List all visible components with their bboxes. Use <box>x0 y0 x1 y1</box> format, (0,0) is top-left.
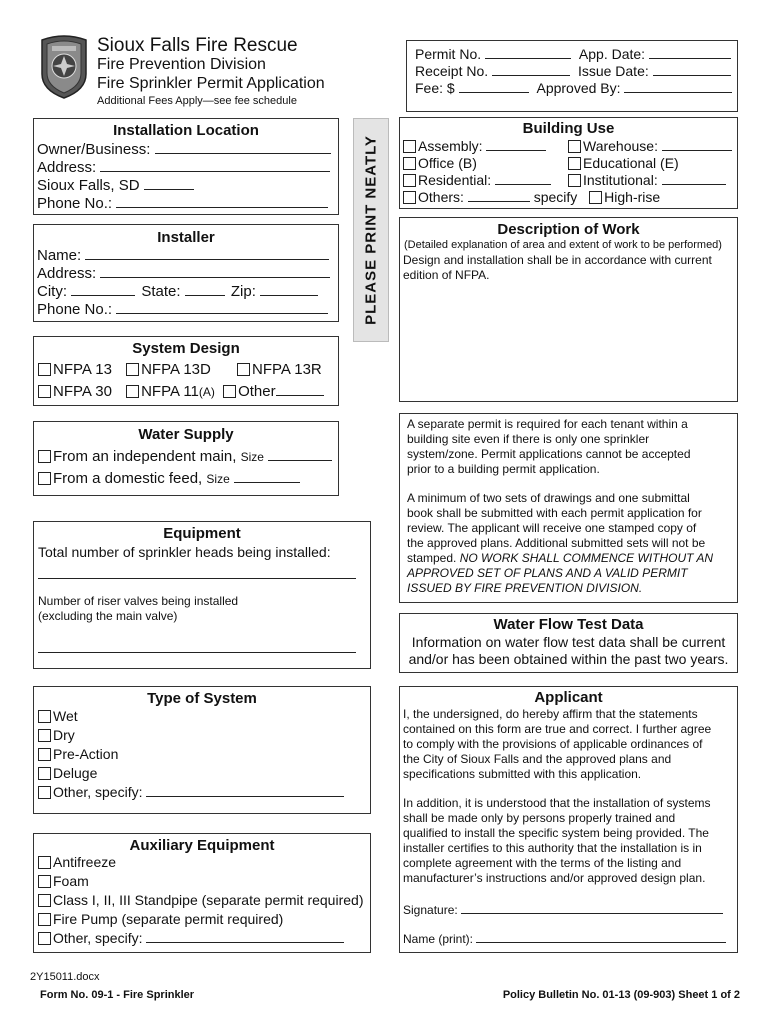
phone-field[interactable] <box>116 195 328 208</box>
installer-zip-label: Zip: <box>230 283 256 300</box>
system-design-box <box>33 336 339 406</box>
auxiliary-equipment-title: Auxiliary Equipment <box>129 837 275 854</box>
water-flow-title: Water Flow Test Data <box>493 616 644 633</box>
others-field[interactable] <box>468 189 530 202</box>
applicant-p2-line5: complete agreement with the terms of the listing and <box>403 856 682 870</box>
applicant-p2-line4: installer certifies to this authority that the installation is in <box>403 841 702 855</box>
installer-phone-label: Phone No.: <box>37 301 113 318</box>
print-neatly-text: PLEASE PRINT NEATLY <box>362 135 380 325</box>
nfpa30-checkbox[interactable] <box>38 385 51 398</box>
domestic-size-field[interactable] <box>234 470 300 483</box>
fee-label: Fee: $ <box>415 80 455 96</box>
applicant-title: Applicant <box>534 689 603 706</box>
office-label: Office (B) <box>418 155 477 171</box>
policy-bulletin: Policy Bulletin No. 01-13 (09-903) Sheet 1 of 2 <box>502 989 740 1001</box>
fire-pump-label: Fire Pump (separate permit required) <box>53 911 284 927</box>
independent-size-label: Size <box>240 450 264 464</box>
nfpa13r-label: NFPA 13R <box>252 361 322 378</box>
notice-p1-line3: system/zone. Permit applications cannot be accepted <box>407 447 691 461</box>
notice-p1-line4: prior to a building permit application. <box>407 462 600 476</box>
residential-checkbox[interactable] <box>403 174 416 187</box>
nfpa13-label: NFPA 13 <box>53 361 112 378</box>
independent-main-checkbox[interactable] <box>38 450 51 463</box>
issue-date-field[interactable] <box>653 63 731 76</box>
high-rise-checkbox[interactable] <box>589 191 602 204</box>
other-system-label: Other, specify: <box>53 784 143 800</box>
nfpa13d-label: NFPA 13D <box>141 361 211 378</box>
dry-label: Dry <box>53 727 75 743</box>
notice-p1-line1: A separate permit is required for each tenant within a <box>407 417 688 431</box>
water-flow-line-1: Information on water flow test data shall be current <box>411 634 726 650</box>
approved-by-field[interactable] <box>624 80 732 93</box>
other-aux-checkbox[interactable] <box>38 932 51 945</box>
description-note: (Detailed explanation of area and extent of work to be performed) <box>404 239 722 251</box>
notice-p2-line2: book shall be submitted with each permit application for <box>407 506 702 520</box>
name-print-label: Name (print): <box>403 932 474 946</box>
address-field[interactable] <box>100 159 330 172</box>
app-date-label: App. Date: <box>578 46 646 62</box>
form-number: Form No. 09-1 - Fire Sprinkler <box>40 989 195 1001</box>
water-flow-box <box>399 613 738 673</box>
installer-title: Installer <box>157 229 215 246</box>
building-use-title: Building Use <box>522 120 615 137</box>
city-zip-field[interactable] <box>144 177 194 190</box>
installer-phone-field[interactable] <box>116 301 328 314</box>
installation-location-box <box>33 118 339 215</box>
applicant-p2-line2: shall be made only by persons properly trained and <box>403 811 676 825</box>
installer-box <box>33 224 339 322</box>
water-supply-title: Water Supply <box>138 426 234 443</box>
issue-date-label: Issue Date: <box>577 63 649 79</box>
residential-label: Residential: <box>418 172 492 188</box>
pre-action-checkbox[interactable] <box>38 748 51 761</box>
institutional-checkbox[interactable] <box>568 174 581 187</box>
print-neatly-banner <box>353 118 389 342</box>
city-label: Sioux Falls, SD <box>37 177 140 194</box>
notice-p2-line4: the approved plans. Additional submitted sets will not be <box>407 536 706 550</box>
installer-name-field[interactable] <box>85 247 329 260</box>
warehouse-label: Warehouse: <box>583 138 658 154</box>
equipment-box <box>33 521 371 669</box>
permit-no-label: Permit No. <box>415 46 482 62</box>
fire-department-badge-icon <box>38 34 90 100</box>
institutional-label: Institutional: <box>583 172 658 188</box>
installer-address-label: Address: <box>37 265 97 282</box>
nfpa13-checkbox[interactable] <box>38 363 51 376</box>
fire-pump-checkbox[interactable] <box>38 913 51 926</box>
applicant-p1-line2: contained on this form are true and correct. I further agree <box>403 722 712 736</box>
other-system-checkbox[interactable] <box>38 786 51 799</box>
applicant-p1-line5: specifications submitted with this application. <box>403 767 642 781</box>
phone-label: Phone No.: <box>37 195 113 212</box>
educational-checkbox[interactable] <box>568 157 581 170</box>
applicant-box <box>399 686 738 953</box>
notice-p2-line1: A minimum of two sets of drawings and one submittal <box>407 491 690 505</box>
independent-main-label: From an independent main, <box>53 448 237 465</box>
notice-p1-line2: building site even if there is only one sprinkler <box>407 432 650 446</box>
heads-label: Total number of sprinkler heads being installed: <box>38 544 331 560</box>
division-name: Fire Prevention Division <box>97 56 266 73</box>
other-aux-label: Other, specify: <box>53 930 143 946</box>
applicant-p1-line1: I, the undersigned, do hereby affirm that the statements <box>403 707 698 721</box>
risers-field[interactable] <box>38 652 356 653</box>
description-title: Description of Work <box>497 221 640 238</box>
installer-zip-field[interactable] <box>260 283 318 296</box>
risers-label-1: Number of riser valves being installed <box>38 594 239 608</box>
description-textarea[interactable] <box>403 286 734 398</box>
type-of-system-title: Type of System <box>147 690 257 707</box>
fees-note: Additional Fees Apply—see fee schedule <box>97 95 297 107</box>
others-checkbox[interactable] <box>403 191 416 204</box>
notice-p2-line3: review. The applicant will receive one stamped copy of <box>407 521 697 535</box>
nfpa13r-checkbox[interactable] <box>237 363 250 376</box>
nfpa11-checkbox[interactable] <box>126 385 139 398</box>
risers-label-2: (excluding the main valve) <box>38 609 178 623</box>
office-use-box <box>406 40 738 112</box>
other-design-checkbox[interactable] <box>223 385 236 398</box>
domestic-size-label: Size <box>206 472 230 486</box>
educational-label: Educational (E) <box>583 155 679 171</box>
notice-p2-line5b: NO WORK SHALL COMMENCE WITHOUT AN <box>459 551 714 565</box>
standpipe-checkbox[interactable] <box>38 894 51 907</box>
description-line-2: edition of NFPA. <box>403 268 490 282</box>
permit-notice-box <box>399 413 738 603</box>
installation-location-title: Installation Location <box>113 122 259 139</box>
others-label: Others: <box>418 189 464 205</box>
equipment-title: Equipment <box>163 525 241 542</box>
pre-action-label: Pre-Action <box>53 746 119 762</box>
address-label: Address: <box>37 159 97 176</box>
approved-by-label: Approved By: <box>536 80 621 96</box>
owner-field[interactable] <box>155 141 331 154</box>
water-supply-box <box>33 421 339 496</box>
other-aux-field[interactable] <box>146 930 344 943</box>
domestic-feed-label: From a domestic feed, <box>53 470 203 487</box>
warehouse-checkbox[interactable] <box>568 140 581 153</box>
description-line-1: Design and installation shall be in accordance with current <box>403 253 712 267</box>
receipt-no-field[interactable] <box>492 63 570 76</box>
system-design-title: System Design <box>132 340 240 357</box>
deluge-label: Deluge <box>53 765 98 781</box>
installer-name-label: Name: <box>37 247 82 264</box>
signature-field[interactable] <box>461 901 723 914</box>
other-system-field[interactable] <box>146 784 344 797</box>
notice-p2-line7: ISSUED BY FIRE PREVENTION DIVISION. <box>407 581 643 595</box>
applicant-p2-line6: manufacturer’s instructions and/or approved design plan. <box>403 871 706 885</box>
foam-checkbox[interactable] <box>38 875 51 888</box>
other-design-label: Other <box>238 383 276 400</box>
doc-id: 2Y15011.docx <box>30 971 100 983</box>
owner-label: Owner/Business: <box>37 141 151 158</box>
applicant-p2-line1: In addition, it is understood that the installation of systems <box>403 796 711 810</box>
fire-department-logo <box>38 34 90 100</box>
wet-label: Wet <box>53 708 78 724</box>
building-use-box <box>399 117 738 209</box>
installer-state-field[interactable] <box>185 283 225 296</box>
other-design-field[interactable] <box>276 383 324 396</box>
installer-state-label: State: <box>141 283 181 300</box>
notice-p2-line6: APPROVED SET OF PLANS AND A VALID PERMIT <box>407 566 688 580</box>
foam-label: Foam <box>53 873 89 889</box>
heads-field[interactable] <box>38 578 356 579</box>
nfpa11-label: NFPA 11 <box>141 383 199 400</box>
independent-size-field[interactable] <box>268 448 332 461</box>
signature-label: Signature: <box>403 903 458 917</box>
name-print-field[interactable] <box>476 930 726 943</box>
receipt-no-label: Receipt No. <box>415 63 489 79</box>
wet-checkbox[interactable] <box>38 710 51 723</box>
permit-no-field[interactable] <box>485 46 571 59</box>
description-box <box>399 217 738 402</box>
app-date-field[interactable] <box>649 46 731 59</box>
assembly-label: Assembly: <box>418 138 483 154</box>
dry-checkbox[interactable] <box>38 729 51 742</box>
applicant-p1-line4: the City of Sioux Falls and the approved plans and <box>403 752 672 766</box>
deluge-checkbox[interactable] <box>38 767 51 780</box>
auxiliary-equipment-box <box>33 833 371 953</box>
assembly-field[interactable] <box>486 138 546 151</box>
org-name: Sioux Falls Fire Rescue <box>97 35 298 56</box>
nfpa11-suffix: (A) <box>198 385 215 399</box>
antifreeze-label: Antifreeze <box>53 854 117 870</box>
warehouse-field[interactable] <box>662 138 732 151</box>
standpipe-label: Class I, II, III Standpipe (separate permit required) <box>53 892 364 908</box>
installer-city-field[interactable] <box>71 283 135 296</box>
institutional-field[interactable] <box>662 172 726 185</box>
antifreeze-checkbox[interactable] <box>38 856 51 869</box>
installer-address-field[interactable] <box>100 265 330 278</box>
high-rise-label: High-rise <box>604 189 661 205</box>
domestic-feed-checkbox[interactable] <box>38 472 51 485</box>
applicant-p2-line3: qualified to install the specific system being provided. The <box>403 826 709 840</box>
specify-label: specify <box>533 189 578 205</box>
type-of-system-box <box>33 686 371 814</box>
residential-field[interactable] <box>495 172 551 185</box>
fee-field[interactable] <box>459 80 529 93</box>
office-checkbox[interactable] <box>403 157 416 170</box>
assembly-checkbox[interactable] <box>403 140 416 153</box>
water-flow-line-2: and/or has been obtained within the past two years. <box>408 651 729 667</box>
applicant-p1-line3: to comply with the provisions of applicable ordinances of <box>403 737 703 751</box>
form-title: Fire Sprinkler Permit Application <box>97 75 325 92</box>
installer-city-label: City: <box>37 283 67 300</box>
nfpa30-label: NFPA 30 <box>53 383 112 400</box>
notice-p2-line5a: stamped. <box>407 551 457 565</box>
nfpa13d-checkbox[interactable] <box>126 363 139 376</box>
